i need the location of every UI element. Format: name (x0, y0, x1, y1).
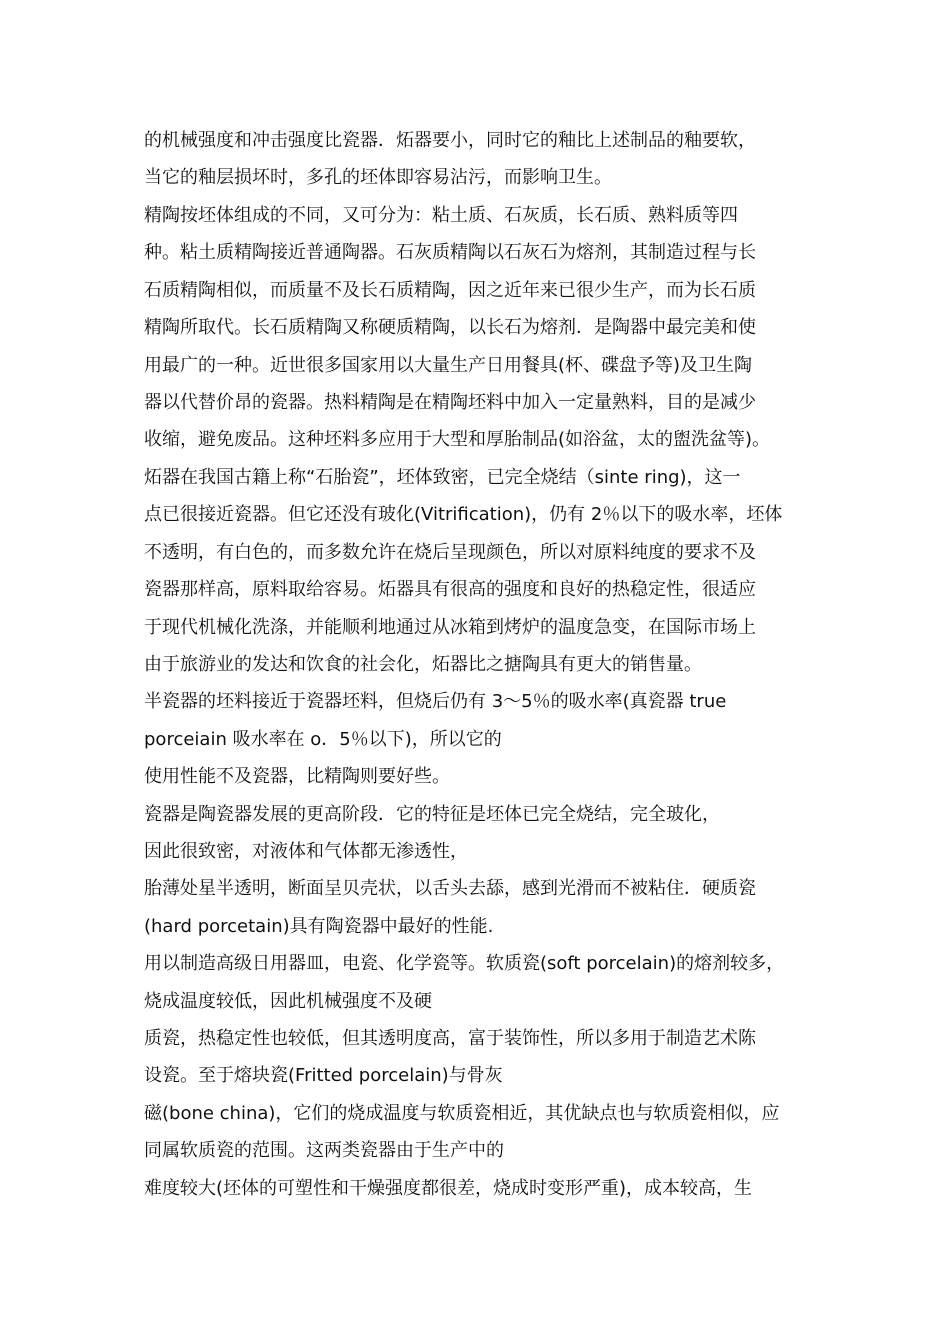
text-line: 用以制造高级日用器皿，电瓷、化学瓷等。软质瓷(soft porcelain)的熔剂较多， (144, 953, 785, 974)
text-line: 不透明，有白色的，而多数允许在烧后呈现颜色，所以对原料纯度的要求不及 (144, 542, 756, 563)
text-line: 点已很接近瓷器。但它还没有玻化(Vitrification)，仍有 2％以下的吸水率，坯体 (144, 504, 783, 525)
text-line: 同属软质瓷的范围。这两类瓷器由于生产中的 (144, 1140, 504, 1161)
text-line: 用最广的一种。近世很多国家用以大量生产日用餐具(杯、碟盘予等)及卫生陶 (144, 355, 753, 376)
text-line: 精陶所取代。长石质精陶又称硬质精陶，以长石为熔剂．是陶器中最完美和使 (144, 317, 756, 338)
text-line: 收缩，避免废品。这种坯料多应用于大型和厚胎制品(如浴盆，太的盥洗盆等)。 (144, 429, 771, 450)
text-line: 因此很致密，对液体和气体都无渗透性， (144, 841, 468, 862)
text-line: 由于旅游业的发达和饮食的社会化，炻器比之搪陶具有更大的销售量。 (144, 654, 702, 675)
text-line: 胎薄处星半透明，断面呈贝壳状，以舌头去舔，感到光滑而不被粘住．硬质瓷 (144, 878, 756, 899)
text-line: 于现代机械化洗涤，并能顺利地通过从冰箱到烤炉的温度急变，在国际市场上 (144, 617, 756, 638)
text-line: 难度较大(坯体的可塑性和干燥强度都很差，烧成时变形严重)，成本较高，生 (144, 1178, 753, 1199)
text-line: 烧成温度较低，因此机械强度不及硬 (144, 991, 432, 1012)
text-line: 当它的釉层损坏时，多孔的坯体即容易沾污，而影响卫生。 (144, 167, 612, 188)
text-line: 使用性能不及瓷器，比精陶则要好些。 (144, 766, 450, 787)
text-line: 器以代替价昂的瓷器。热料精陶是在精陶坯料中加入一定量熟料，目的是减少 (144, 392, 756, 413)
text-line: 炻器在我国古籍上称“石胎瓷”，坯体致密，已完全烧结（sinte ring)，这一 (144, 467, 741, 488)
text-line: 设瓷。至于熔块瓷(Fritted porcelain)与骨灰 (144, 1065, 503, 1086)
text-line: 磁(bone china)，它们的烧成温度与软质瓷相近，其优缺点也与软质瓷相似，应 (144, 1103, 780, 1124)
text-line: (hard porcetain)具有陶瓷器中最好的性能. (144, 916, 494, 937)
text-line: 种。粘土质精陶接近普通陶器。石灰质精陶以石灰石为熔剂，其制造过程与长 (144, 242, 756, 263)
text-line: 瓷器是陶瓷器发展的更高阶段．它的特征是坯体已完全烧结，完全玻化， (144, 804, 720, 825)
text-line: 瓷器那样高，原料取给容易。炻器具有很高的强度和良好的热稳定性，很适应 (144, 579, 756, 600)
text-line: 石质精陶相似，而质量不及长石质精陶，因之近年来已很少生产，而为长石质 (144, 280, 756, 301)
text-line: 半瓷器的坯料接近于瓷器坯料，但烧后仍有 3～5％的吸水率(真瓷器 true (144, 691, 727, 712)
text-line: 的机械强度和冲击强度比瓷器．炻器要小，同时它的釉比上述制品的釉要软， (144, 130, 756, 151)
text-line: 质瓷，热稳定性也较低，但其透明度高，富于装饰性，所以多用于制造艺术陈 (144, 1028, 756, 1049)
text-line: porceiain 吸水率在 o．5％以下)，所以它的 (144, 729, 502, 750)
text-line: 精陶按坯体组成的不同，又可分为：粘土质、石灰质，长石质、熟料质等四 (144, 205, 738, 226)
